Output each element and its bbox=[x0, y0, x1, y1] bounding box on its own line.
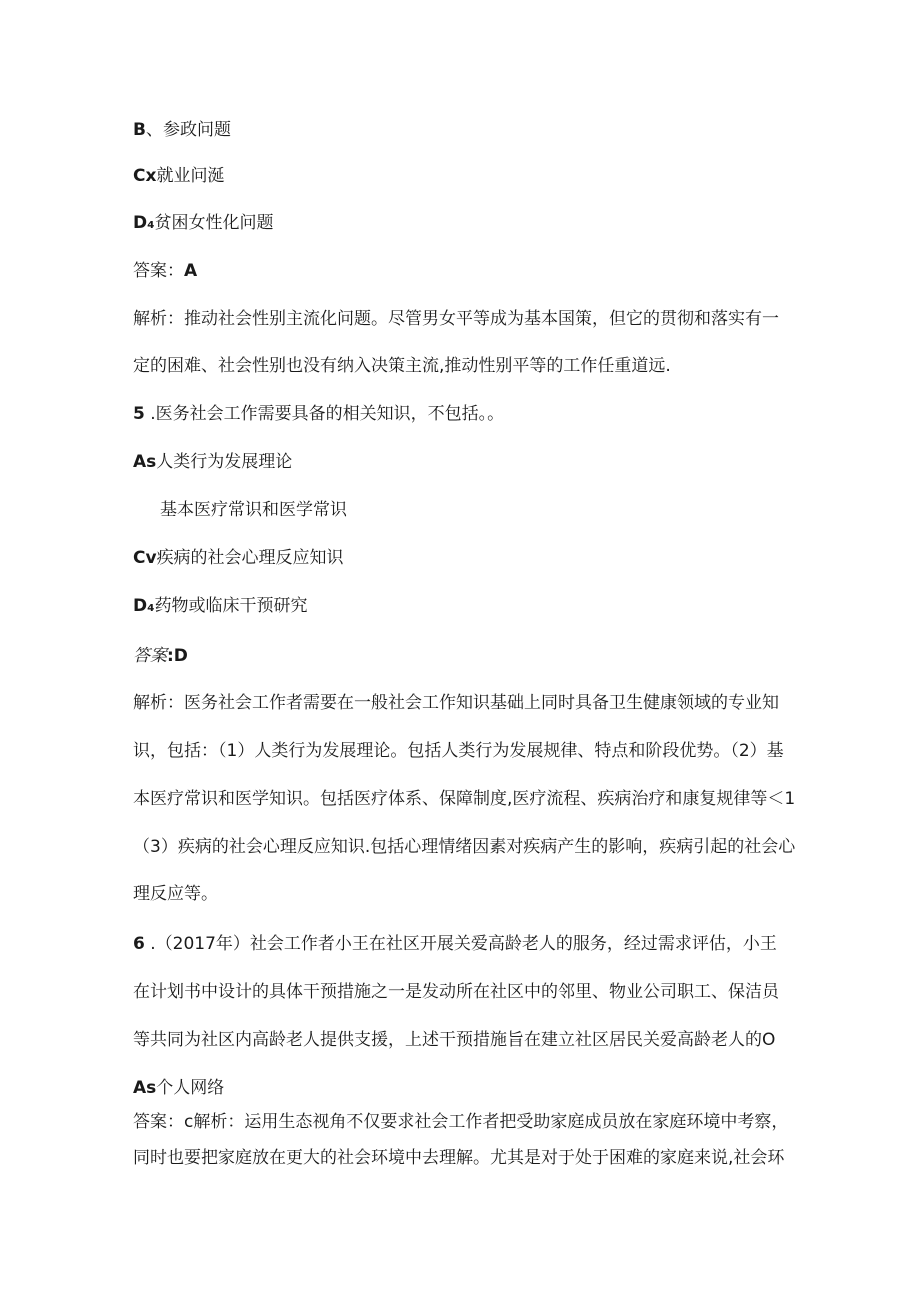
q4-answer bbox=[133, 261, 197, 281]
q4-option-d bbox=[133, 213, 274, 233]
q4-option-b bbox=[133, 120, 231, 140]
q6-answer-analysis-line: 答案：c解析：运用生态视角不仅要求社会工作者把受助家庭成员放在家庭环境中考察， bbox=[133, 1112, 789, 1132]
q6-option-a bbox=[133, 1078, 224, 1098]
option-text: 就业问涎 bbox=[156, 166, 225, 186]
q6-answer-analysis-line: 同时也要把家庭放在更大的社会环境中去理解。尤其是对于处于困难的家庭来说,社会环 bbox=[133, 1148, 785, 1168]
option-letter: B bbox=[133, 120, 146, 140]
q6-question-line: 等共同为社区内高龄老人提供支援，上述干预措施旨在建立社区居民关爱高龄老人的O bbox=[133, 1030, 776, 1050]
q4-analysis-line: 定的困难、社会性别也没有纳入决策主流,推动性别平等的工作任重道远. bbox=[133, 356, 671, 376]
answer-value: :D bbox=[167, 646, 188, 666]
question-number: 6 bbox=[133, 934, 145, 954]
question-text: .（2017年）社会工作者小王在社区开展关爱高龄老人的服务，经过需求评估，小王 bbox=[144, 934, 777, 954]
option-text: 个人网络 bbox=[156, 1078, 225, 1098]
q6-question bbox=[133, 934, 777, 954]
question-number: 5 bbox=[133, 404, 145, 424]
option-text: 疾病的社会心理反应知识 bbox=[156, 548, 344, 568]
option-letter: Cx bbox=[133, 166, 157, 186]
q5-analysis-line: 识，包括：（1）人类行为发展理论。包括人类行为发展规律、特点和阶段优势。（2）基 bbox=[133, 741, 784, 761]
option-text: 、参政问题 bbox=[145, 120, 231, 140]
q4-option-c bbox=[133, 166, 224, 186]
q5-analysis-line: 本医疗常识和医学知识。包括医疗体系、保障制度,医疗流程、疾病治疗和康复规律等＜1 bbox=[133, 789, 796, 809]
q5-analysis-line: （3）疾病的社会心理反应知识.包括心理情绪因素对疾病产生的影响，疾病引起的社会心 bbox=[133, 837, 796, 857]
q4-analysis-line: 解析：推动社会性别主流化问题。尽管男女平等成为基本国策，但它的贯彻和落实有一 bbox=[133, 309, 779, 329]
option-letter: As bbox=[133, 452, 157, 472]
answer-value: A bbox=[184, 261, 198, 281]
q5-answer bbox=[133, 646, 188, 666]
question-text: .医务社会工作需要具备的相关知识，不包括。。 bbox=[144, 404, 505, 424]
q5-question bbox=[133, 404, 504, 424]
option-letter: D₄ bbox=[133, 213, 155, 233]
answer-label: 答案： bbox=[133, 261, 184, 281]
q5-option-c bbox=[133, 548, 344, 568]
option-text: 人类行为发展理论 bbox=[156, 452, 293, 472]
answer-label: 答案 bbox=[133, 646, 167, 666]
q5-option-d bbox=[133, 596, 308, 616]
q5-analysis-line: 理反应等。 bbox=[133, 884, 218, 904]
option-text: 药物或临床干预研究 bbox=[154, 596, 308, 616]
q5-option-a bbox=[133, 452, 292, 472]
option-text: 贫困女性化问题 bbox=[154, 213, 274, 233]
q5-analysis-line: 解析：医务社会工作者需要在一般社会工作知识基础上同时具备卫生健康领域的专业知 bbox=[133, 693, 779, 713]
q6-question-line: 在计划书中设计的具体干预措施之一是发动所在社区中的邻里、物业公司职工、保洁员 bbox=[133, 982, 779, 1002]
option-text: 基本医疗常识和医学常识 bbox=[160, 500, 347, 520]
option-letter: As bbox=[133, 1078, 157, 1098]
option-letter: D₄ bbox=[133, 596, 155, 616]
option-letter: Cv bbox=[133, 548, 157, 568]
q5-option-b bbox=[160, 500, 347, 520]
